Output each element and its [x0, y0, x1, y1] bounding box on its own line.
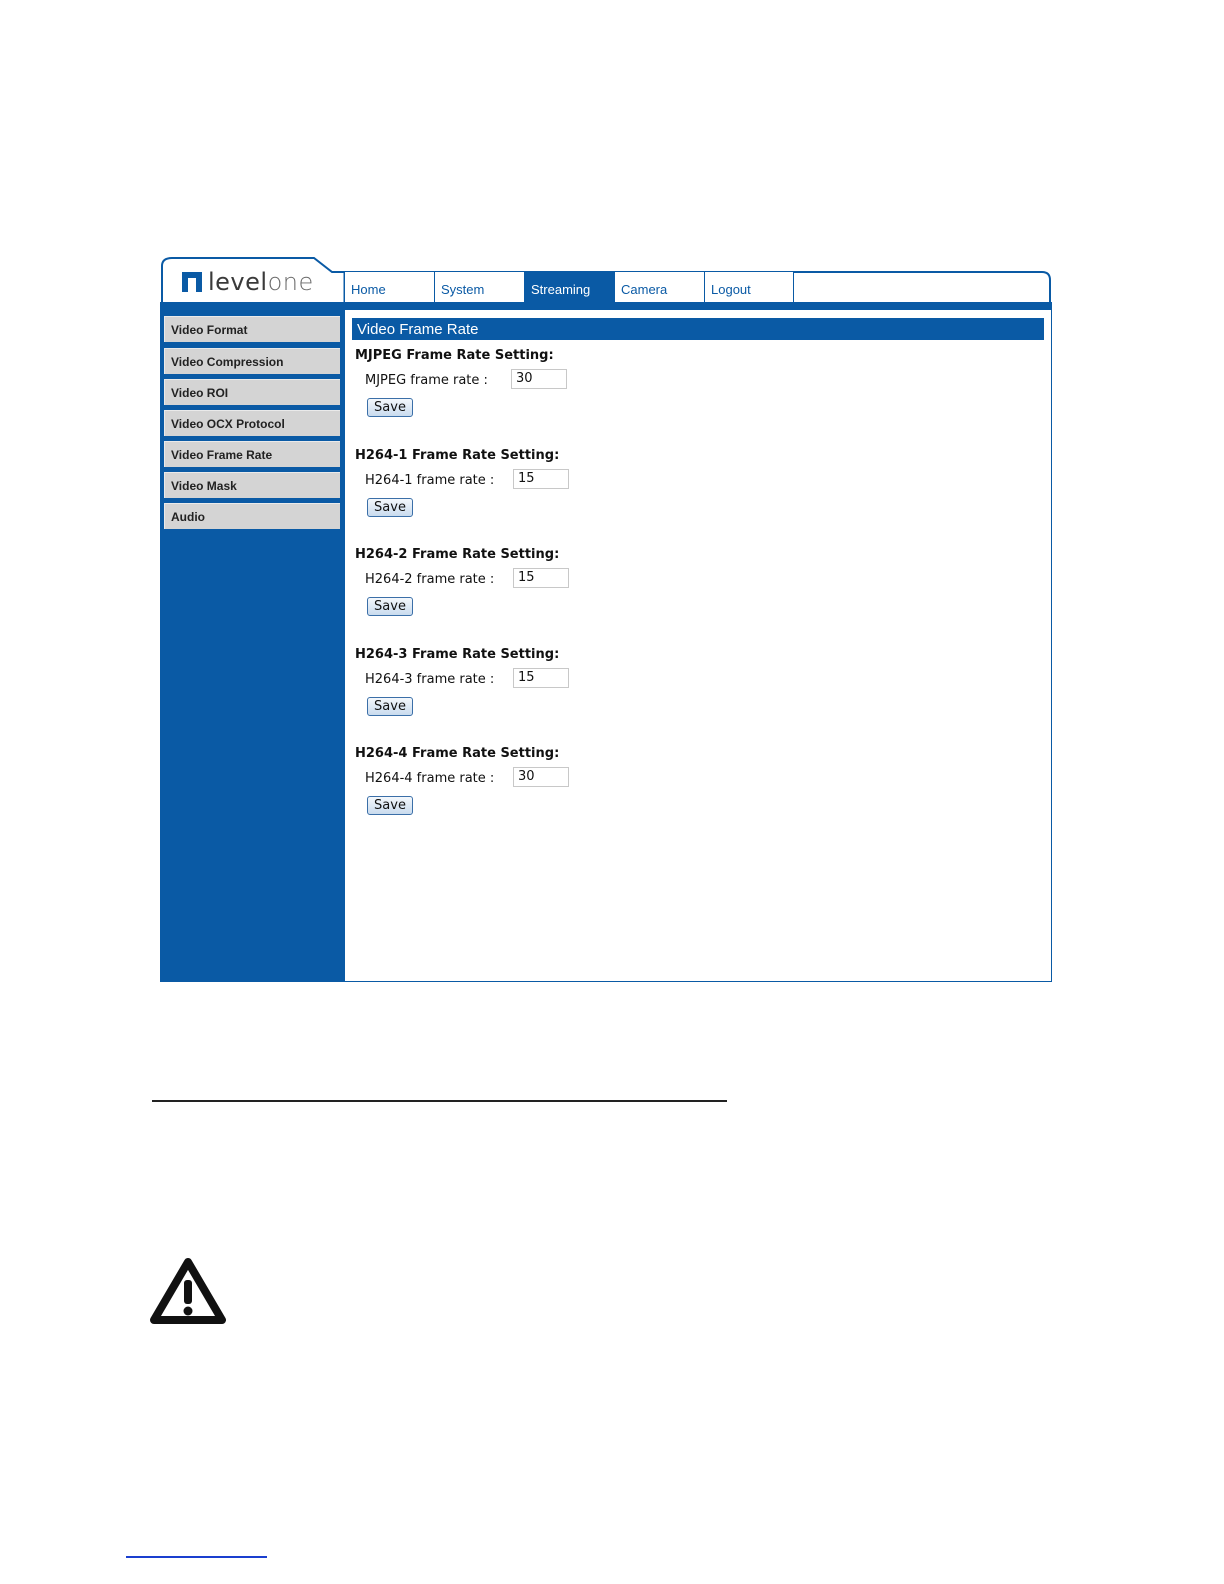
h264-1-frame-rate-label: H264-1 frame rate :: [365, 473, 495, 488]
levelone-logo: [182, 268, 314, 296]
web-ui-screenshot: [160, 256, 1052, 982]
mjpeg-frame-rate-label: MJPEG frame rate :: [365, 373, 488, 388]
horizontal-rule: [152, 1100, 727, 1102]
h264-4-frame-rate-input[interactable]: 30: [513, 767, 569, 787]
section-heading-h264-4: H264-4 Frame Rate Setting:: [355, 746, 560, 761]
sidebar-item-video-ocx-protocol[interactable]: Video OCX Protocol: [164, 410, 340, 436]
levelone-logo-icon: [182, 272, 202, 292]
mjpeg-frame-rate-input[interactable]: 30: [511, 369, 567, 389]
mjpeg-save-button[interactable]: Save: [367, 398, 413, 417]
tab-home[interactable]: Home: [344, 272, 434, 302]
top-nav: [344, 272, 794, 302]
h264-1-frame-rate-input[interactable]: 15: [513, 469, 569, 489]
h264-3-frame-rate-label: H264-3 frame rate :: [365, 672, 495, 687]
sidebar-item-audio[interactable]: Audio: [164, 503, 340, 529]
section-heading-h264-2: H264-2 Frame Rate Setting:: [355, 547, 560, 562]
footer-link-underline: [126, 1556, 267, 1558]
section-heading-mjpeg: MJPEG Frame Rate Setting:: [355, 348, 554, 363]
sidebar-item-video-format[interactable]: Video Format: [164, 316, 340, 342]
sidebar: [160, 310, 345, 982]
tab-logout[interactable]: Logout: [704, 272, 794, 302]
sidebar-item-video-compression[interactable]: Video Compression: [164, 348, 340, 374]
h264-2-frame-rate-label: H264-2 frame rate :: [365, 572, 495, 587]
h264-3-frame-rate-input[interactable]: 15: [513, 668, 569, 688]
sidebar-item-video-frame-rate[interactable]: Video Frame Rate: [164, 441, 340, 467]
main-content: [345, 310, 1052, 982]
section-heading-h264-1: H264-1 Frame Rate Setting:: [355, 448, 560, 463]
h264-1-save-button[interactable]: Save: [367, 498, 413, 517]
logo-text: levelone: [208, 268, 314, 296]
h264-4-frame-rate-label: H264-4 frame rate :: [365, 771, 495, 786]
tab-camera[interactable]: Camera: [614, 272, 704, 302]
section-heading-h264-3: H264-3 Frame Rate Setting:: [355, 647, 560, 662]
tab-streaming[interactable]: Streaming: [524, 272, 614, 302]
h264-3-save-button[interactable]: Save: [367, 697, 413, 716]
header-divider-bar: [160, 302, 1052, 310]
warning-triangle-icon: [150, 1256, 226, 1326]
h264-2-frame-rate-input[interactable]: 15: [513, 568, 569, 588]
sidebar-item-video-roi[interactable]: Video ROI: [164, 379, 340, 405]
sidebar-item-video-mask[interactable]: Video Mask: [164, 472, 340, 498]
tab-system[interactable]: System: [434, 272, 524, 302]
h264-4-save-button[interactable]: Save: [367, 796, 413, 815]
page-title: Video Frame Rate: [352, 318, 1044, 340]
h264-2-save-button[interactable]: Save: [367, 597, 413, 616]
